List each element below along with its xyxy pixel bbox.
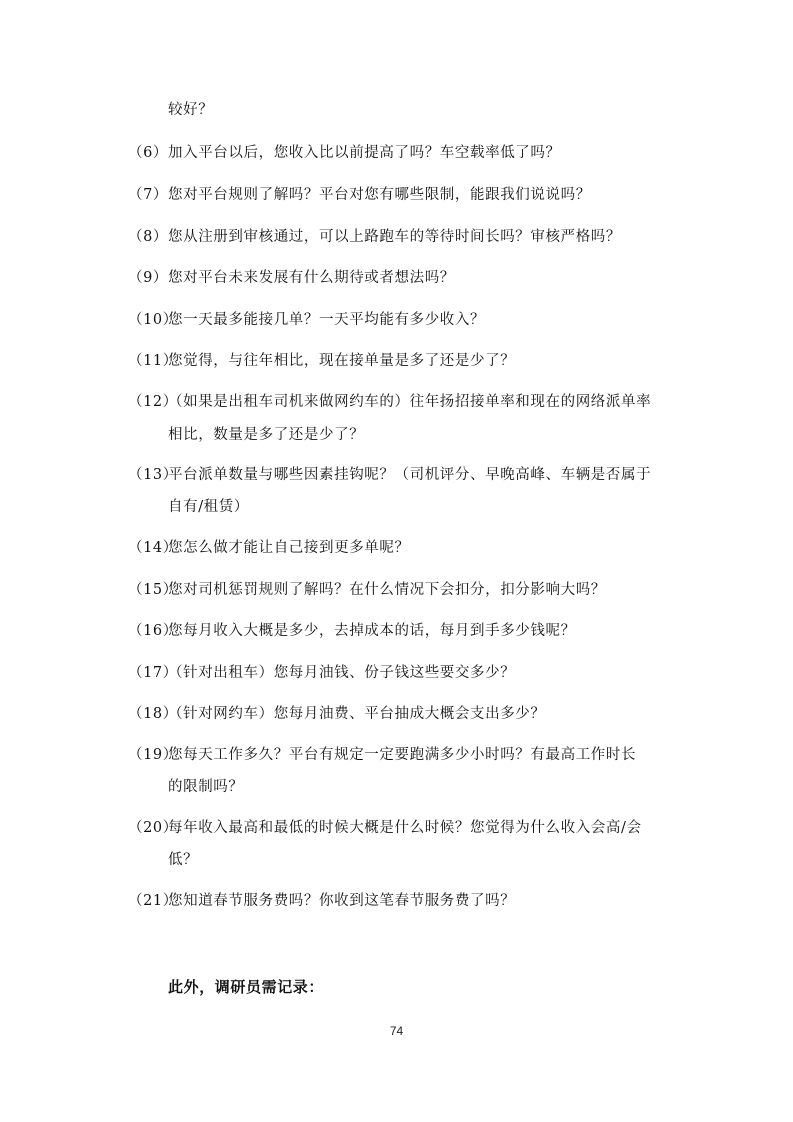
question-text: 加入平台以后，您收入比以前提高了吗？车空载率低了吗？ bbox=[168, 145, 561, 161]
question-text: （针对出租车）您每月油钱、份子钱这些要交多少？ bbox=[168, 665, 516, 681]
question-text: （如果是出租车司机来做网约车的）往年扬招接单率和现在的网络派单率 bbox=[168, 394, 652, 410]
page-number: 74 bbox=[389, 1024, 404, 1038]
question-number: （21） bbox=[128, 893, 178, 909]
question-text: 您从注册到审核通过，可以上路跑车的等待时间长吗？审核严格吗？ bbox=[168, 229, 621, 245]
question-number: （19） bbox=[128, 747, 178, 763]
question-text: 相比，数量是多了还是少了？ bbox=[168, 427, 365, 443]
question-text: 低？ bbox=[168, 852, 199, 868]
question-number: （7） bbox=[128, 187, 169, 203]
question-text: 您知道春节服务费吗？你收到这笔春节服务费了吗？ bbox=[168, 893, 516, 909]
question-text: 您对平台规则了解吗？平台对您有哪些限制，能跟我们说说吗？ bbox=[168, 187, 591, 203]
question-number: （15） bbox=[128, 582, 178, 598]
question-number: （12） bbox=[128, 394, 178, 410]
question-number: （11） bbox=[128, 353, 178, 369]
section-heading: 此外，调研员需记录： bbox=[168, 978, 325, 996]
question-text: 自有/租赁） bbox=[168, 499, 249, 515]
question-text: 您对司机惩罚规则了解吗？在什么情况下会扣分，扣分影响大吗？ bbox=[168, 582, 606, 598]
question-number: （6） bbox=[128, 145, 169, 161]
question-number: （17） bbox=[128, 665, 178, 681]
question-number: （18） bbox=[128, 706, 178, 722]
question-text: 每年收入最高和最低的时候大概是什么时候？您觉得为什么收入会高/会 bbox=[168, 820, 642, 836]
question-text: 您怎么做才能让自己接到更多单呢？ bbox=[168, 540, 410, 556]
question-number: （10） bbox=[128, 312, 178, 328]
question-text: 您一天最多能接几单？一天平均能有多少收入？ bbox=[168, 312, 486, 328]
question-text: 平台派单数量与哪些因素挂钩呢？（司机评分、早晚高峰、车辆是否属于 bbox=[168, 467, 652, 483]
question-number: （14） bbox=[128, 540, 178, 556]
question-number: （20） bbox=[128, 820, 178, 836]
question-text: 您觉得，与往年相比，现在接单量是多了还是少了？ bbox=[168, 353, 516, 369]
question-number: （16） bbox=[128, 623, 178, 639]
question-text: （针对网约车）您每月油费、平台抽成大概会支出多少？ bbox=[168, 706, 546, 722]
question-number: （13） bbox=[128, 467, 178, 483]
question-text: 较好？ bbox=[168, 102, 214, 118]
question-number: （8） bbox=[128, 229, 169, 245]
question-text: 您每月收入大概是多少，去掉成本的话，每月到手多少钱呢？ bbox=[168, 623, 576, 639]
question-number: （9） bbox=[128, 270, 169, 286]
question-text: 的限制吗？ bbox=[168, 779, 244, 795]
question-text: 您对平台未来发展有什么期待或者想法吗？ bbox=[168, 270, 455, 286]
question-text: 您每天工作多久？平台有规定一定要跑满多少小时吗？有最高工作时长 bbox=[168, 747, 637, 763]
